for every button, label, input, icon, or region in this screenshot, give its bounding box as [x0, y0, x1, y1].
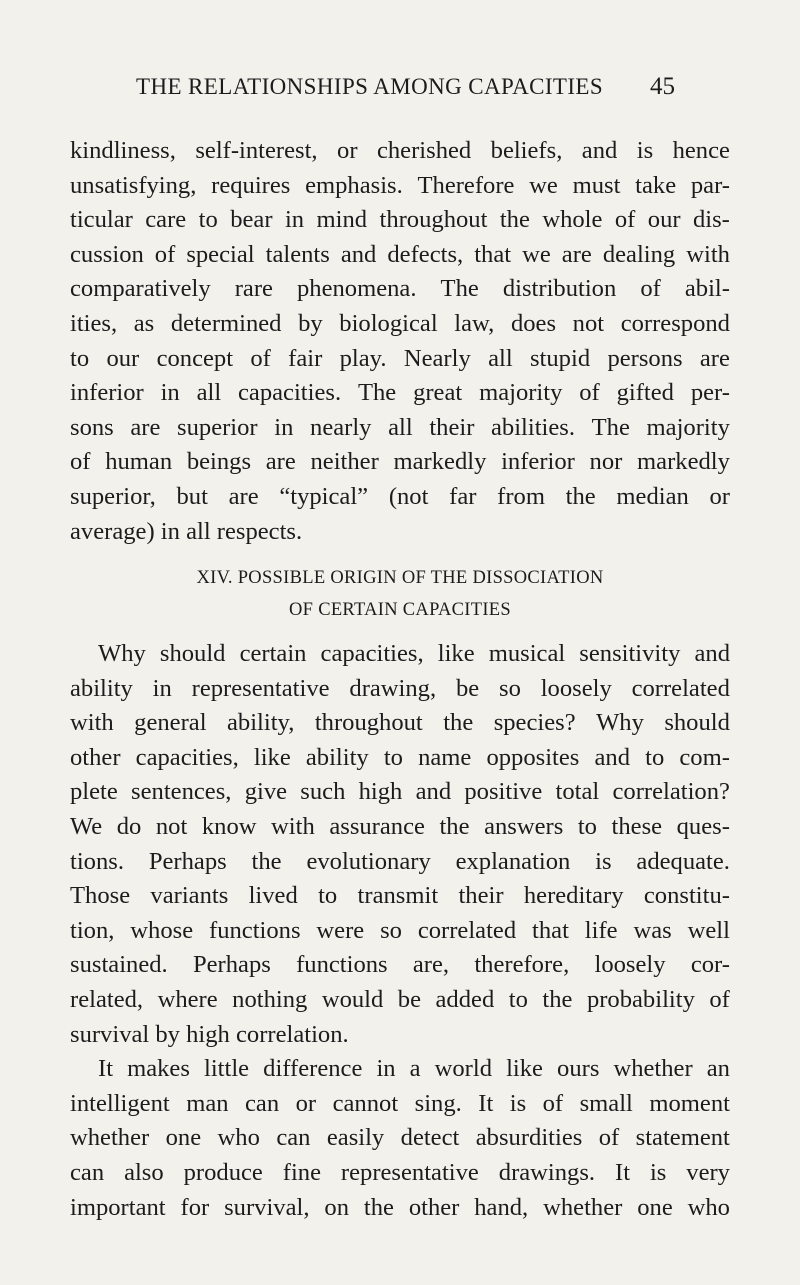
text-line: ability in representative drawing, be so loosely correlated — [70, 674, 730, 702]
text-line: Those variants lived to transmit their hereditary constitu- — [70, 882, 730, 910]
text-line: with general ability, throughout the species? Why should — [70, 709, 730, 737]
section-heading-line: XIV. POSSIBLE ORIGIN OF THE DISSOCIATION — [196, 568, 604, 588]
text-line: related, where nothing would be added to the probability of — [70, 985, 730, 1013]
text-line: tion, whose functions were so correlated that life was well — [70, 916, 730, 944]
text-line: important for survival, on the other hand, whether one who — [70, 1193, 730, 1221]
text-line: Why should certain capacities, like musical sensitivity and — [98, 640, 730, 667]
page-number: 45 — [650, 73, 675, 100]
text-line: sons are superior in nearly all their abilities. The majority — [70, 413, 730, 441]
text-line: plete sentences, give such high and positive total correlation? — [70, 778, 730, 806]
text-line: survival by high correlation. — [70, 1020, 349, 1048]
text-line: We do not know with assurance the answers to these ques- — [70, 812, 730, 840]
text-line: It makes little difference in a world like ours whether an — [98, 1055, 730, 1083]
text-line: comparatively rare phenomena. The distribution of abil- — [70, 275, 730, 303]
running-head-title: THE RELATIONSHIPS AMONG CAPACITIES — [136, 74, 604, 99]
text-line: kindliness, self-interest, or cherished beliefs, and is hence — [70, 137, 730, 164]
section-heading — [70, 562, 730, 626]
text-line: can also produce fine representative drawings. It is very — [70, 1158, 730, 1186]
text-line: ities, as determined by biological law, does not correspond — [70, 309, 730, 337]
text-line: ticular care to bear in mind throughout the whole of our dis- — [70, 206, 730, 234]
section-body — [70, 637, 730, 1225]
text-line: superior, but are “typical” (not far from the median or — [70, 482, 730, 510]
text-line: whether one who can easily detect absurdities of statement — [70, 1124, 730, 1152]
section-heading-line: OF CERTAIN CAPACITIES — [289, 600, 511, 620]
paragraph-continued — [70, 134, 730, 549]
text-line: cussion of special talents and defects, that we are dealing with — [70, 240, 730, 268]
text-line: other capacities, like ability to name opposites and to com- — [70, 743, 730, 771]
text-line: inferior in all capacities. The great majority of gifted per- — [70, 379, 730, 407]
text-line: sustained. Perhaps functions are, therefore, loosely cor- — [70, 951, 730, 979]
text-line: of human beings are neither markedly inferior nor markedly — [70, 448, 730, 476]
text-line: unsatisfying, requires emphasis. Therefore we must take par- — [70, 171, 730, 199]
text-line: intelligent man can or cannot sing. It is of small moment — [70, 1089, 730, 1117]
text-line: tions. Perhaps the evolutionary explanation is adequate. — [70, 847, 730, 875]
text-line: average) in all respects. — [70, 517, 303, 545]
text-line: to our concept of fair play. Nearly all stupid persons are — [70, 344, 730, 372]
